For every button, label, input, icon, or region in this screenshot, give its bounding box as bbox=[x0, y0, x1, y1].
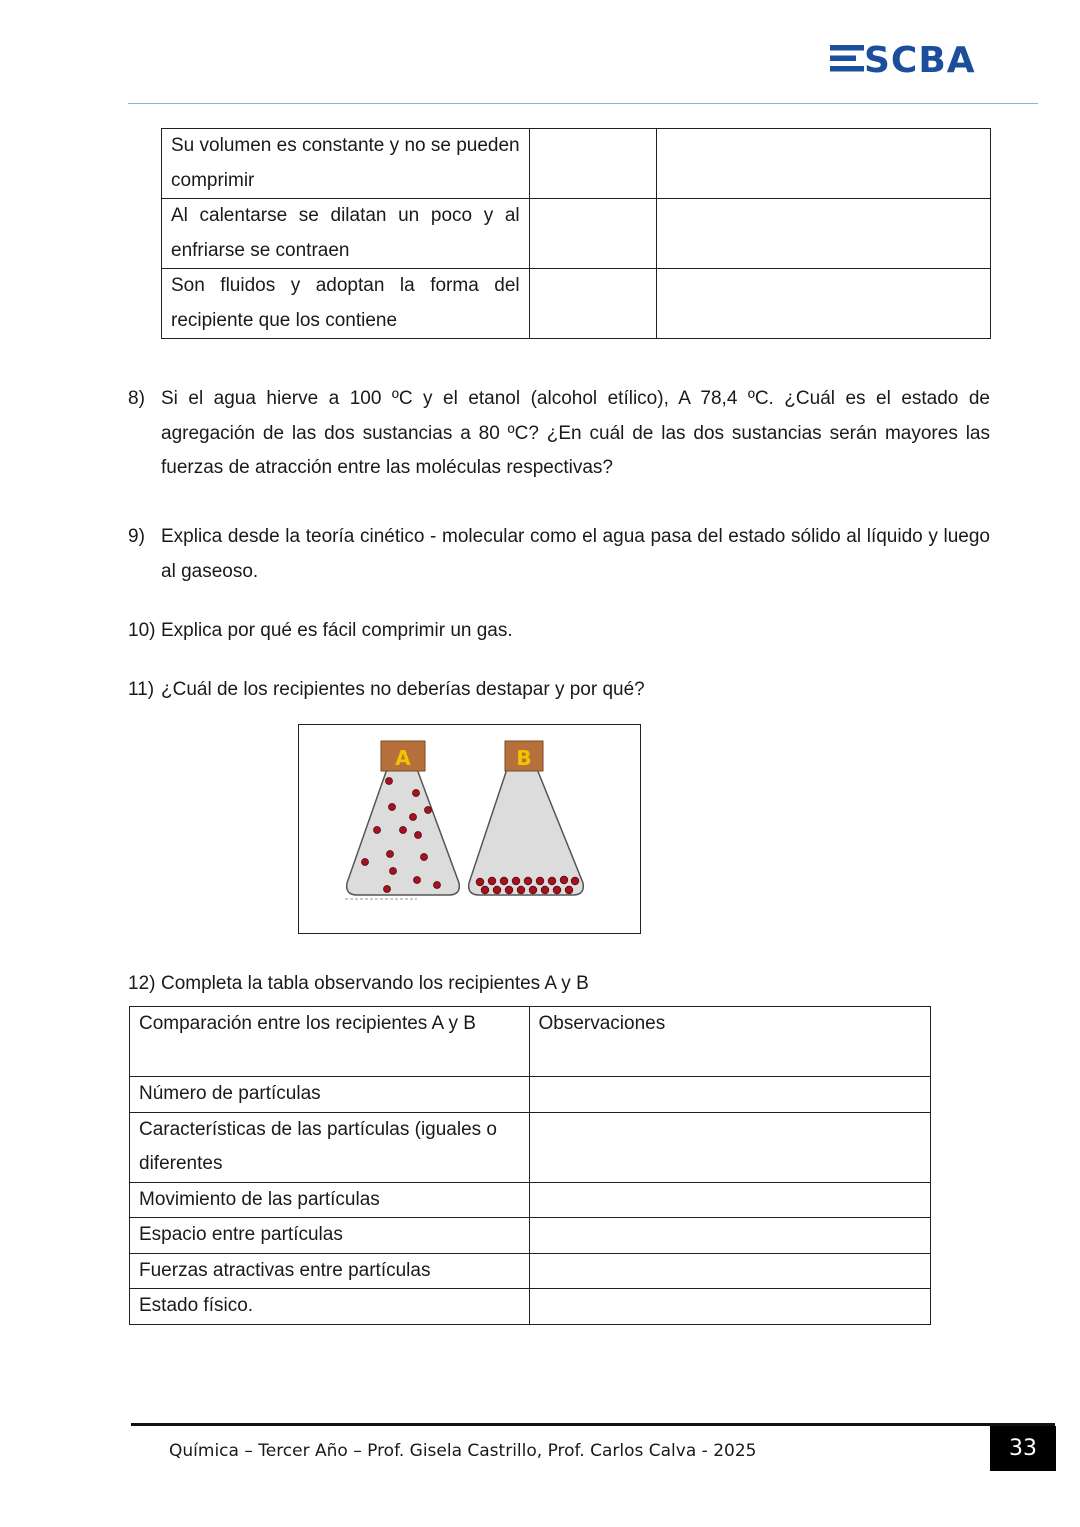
comparison-label: Estado físico. bbox=[130, 1289, 530, 1325]
question-number: 8) bbox=[128, 388, 145, 409]
question-text: Explica desde la teoría cinético - molecular como el agua pasa del estado sólido al líquido y luego al gaseoso. bbox=[161, 526, 990, 582]
table-header-row bbox=[130, 1007, 931, 1077]
question-number: 12) bbox=[128, 973, 156, 994]
question-text: Si el agua hierve a 100 ºC y el etanol (alcohol etílico), A 78,4 ºC. ¿Cuál es el estado de agregación de las dos sustancias a 80 ºC? ¿En cuál de las dos sustancias serán mayores las fuerzas de atracción entre las moléculas respectivas? bbox=[161, 388, 990, 478]
comparison-table bbox=[129, 1006, 931, 1325]
flask-b-label: B bbox=[516, 746, 532, 770]
question-9 bbox=[128, 520, 990, 589]
answer-cell[interactable] bbox=[657, 199, 991, 269]
flask-a-label: A bbox=[395, 746, 411, 770]
question-text: Completa la tabla observando los recipientes A y B bbox=[161, 973, 589, 994]
answer-cell[interactable] bbox=[657, 269, 991, 339]
question-number: 11) bbox=[128, 679, 155, 700]
column-header: Comparación entre los recipientes A y B bbox=[130, 1007, 530, 1077]
question-number: 9) bbox=[128, 526, 145, 547]
comparison-label: Fuerzas atractivas entre partículas bbox=[130, 1253, 530, 1289]
observation-cell[interactable] bbox=[529, 1077, 931, 1113]
observation-cell[interactable] bbox=[529, 1289, 931, 1325]
comparison-label: Movimiento de las partículas bbox=[130, 1182, 530, 1218]
question-8 bbox=[128, 382, 990, 486]
states-properties-table bbox=[161, 128, 991, 339]
observation-cell[interactable] bbox=[529, 1182, 931, 1218]
header-divider bbox=[128, 103, 1038, 104]
footer-text: Química – Tercer Año – Prof. Gisela Castrillo, Prof. Carlos Calva - 2025 bbox=[169, 1441, 757, 1461]
flasks-illustration bbox=[299, 725, 639, 932]
question-text: Explica por qué es fácil comprimir un gas. bbox=[161, 620, 513, 641]
table-row bbox=[130, 1253, 931, 1289]
flask-a bbox=[345, 741, 459, 899]
comparison-label: Número de partículas bbox=[130, 1077, 530, 1113]
table-row bbox=[130, 1289, 931, 1325]
footer-divider bbox=[131, 1423, 1055, 1426]
answer-cell[interactable] bbox=[657, 129, 991, 199]
question-text: ¿Cuál de los recipientes no deberías destapar y por qué? bbox=[161, 679, 645, 700]
table-row bbox=[130, 1182, 931, 1218]
question-10 bbox=[128, 614, 990, 649]
property-cell: Son fluidos y adoptan la forma del recipiente que los contiene bbox=[162, 269, 530, 339]
table-row bbox=[130, 1077, 931, 1113]
answer-cell[interactable] bbox=[529, 129, 657, 199]
comparison-label: Espacio entre partículas bbox=[130, 1218, 530, 1254]
comparison-label: Características de las partículas (iguales o diferentes bbox=[130, 1112, 530, 1182]
question-12 bbox=[128, 967, 990, 1002]
flask-b bbox=[469, 741, 584, 895]
table-row bbox=[162, 269, 991, 339]
answer-cell[interactable] bbox=[529, 199, 657, 269]
observation-cell[interactable] bbox=[529, 1253, 931, 1289]
flasks-figure bbox=[298, 724, 641, 934]
property-cell: Su volumen es constante y no se pueden comprimir bbox=[162, 129, 530, 199]
property-cell: Al calentarse se dilatan un poco y al enfriarse se contraen bbox=[162, 199, 530, 269]
table-row bbox=[162, 129, 991, 199]
table-row bbox=[162, 199, 991, 269]
page-number: 33 bbox=[990, 1426, 1056, 1471]
answer-cell[interactable] bbox=[529, 269, 657, 339]
question-number: 10) bbox=[128, 620, 156, 641]
escba-logo bbox=[828, 38, 1030, 78]
column-header: Observaciones bbox=[529, 1007, 931, 1077]
observation-cell[interactable] bbox=[529, 1218, 931, 1254]
observation-cell[interactable] bbox=[529, 1112, 931, 1182]
logo-text: SCBA bbox=[864, 40, 976, 78]
table-row bbox=[130, 1218, 931, 1254]
table-row bbox=[130, 1112, 931, 1182]
question-11 bbox=[128, 673, 990, 708]
